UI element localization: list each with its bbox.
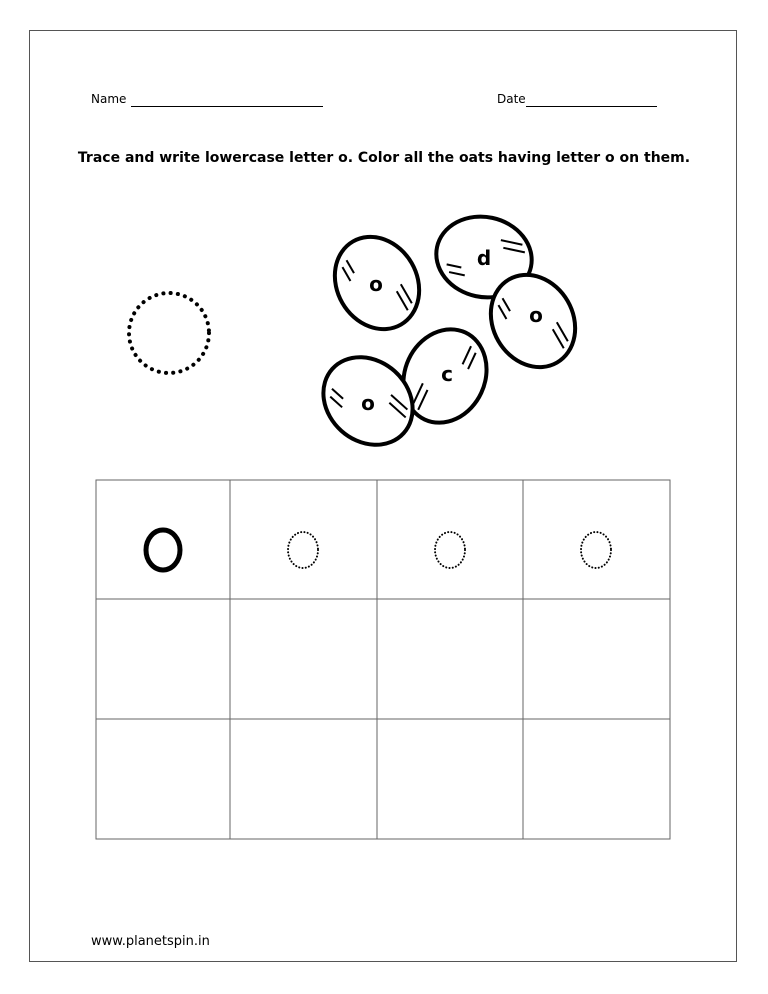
date-label: Date bbox=[497, 92, 526, 106]
oat-4-letter: c bbox=[441, 362, 453, 386]
writing-grid bbox=[96, 480, 670, 839]
name-label: Name bbox=[91, 92, 127, 106]
model-letter-o bbox=[146, 530, 180, 570]
trace-letter-o-3 bbox=[581, 532, 611, 568]
trace-letter-o-1 bbox=[288, 532, 318, 568]
instruction-text: Trace and write lowercase letter o. Color all the oats having letter o on them. bbox=[77, 150, 691, 166]
footer-url: www.planetspin.in bbox=[91, 934, 210, 949]
oat-1-letter: o bbox=[369, 272, 383, 296]
oat-2-letter: d bbox=[476, 246, 492, 270]
oat-3-letter: o bbox=[529, 303, 543, 327]
dotted-trace-circle bbox=[129, 293, 209, 373]
trace-letter-o-2 bbox=[435, 532, 465, 568]
oat-5-letter: o bbox=[361, 391, 375, 415]
